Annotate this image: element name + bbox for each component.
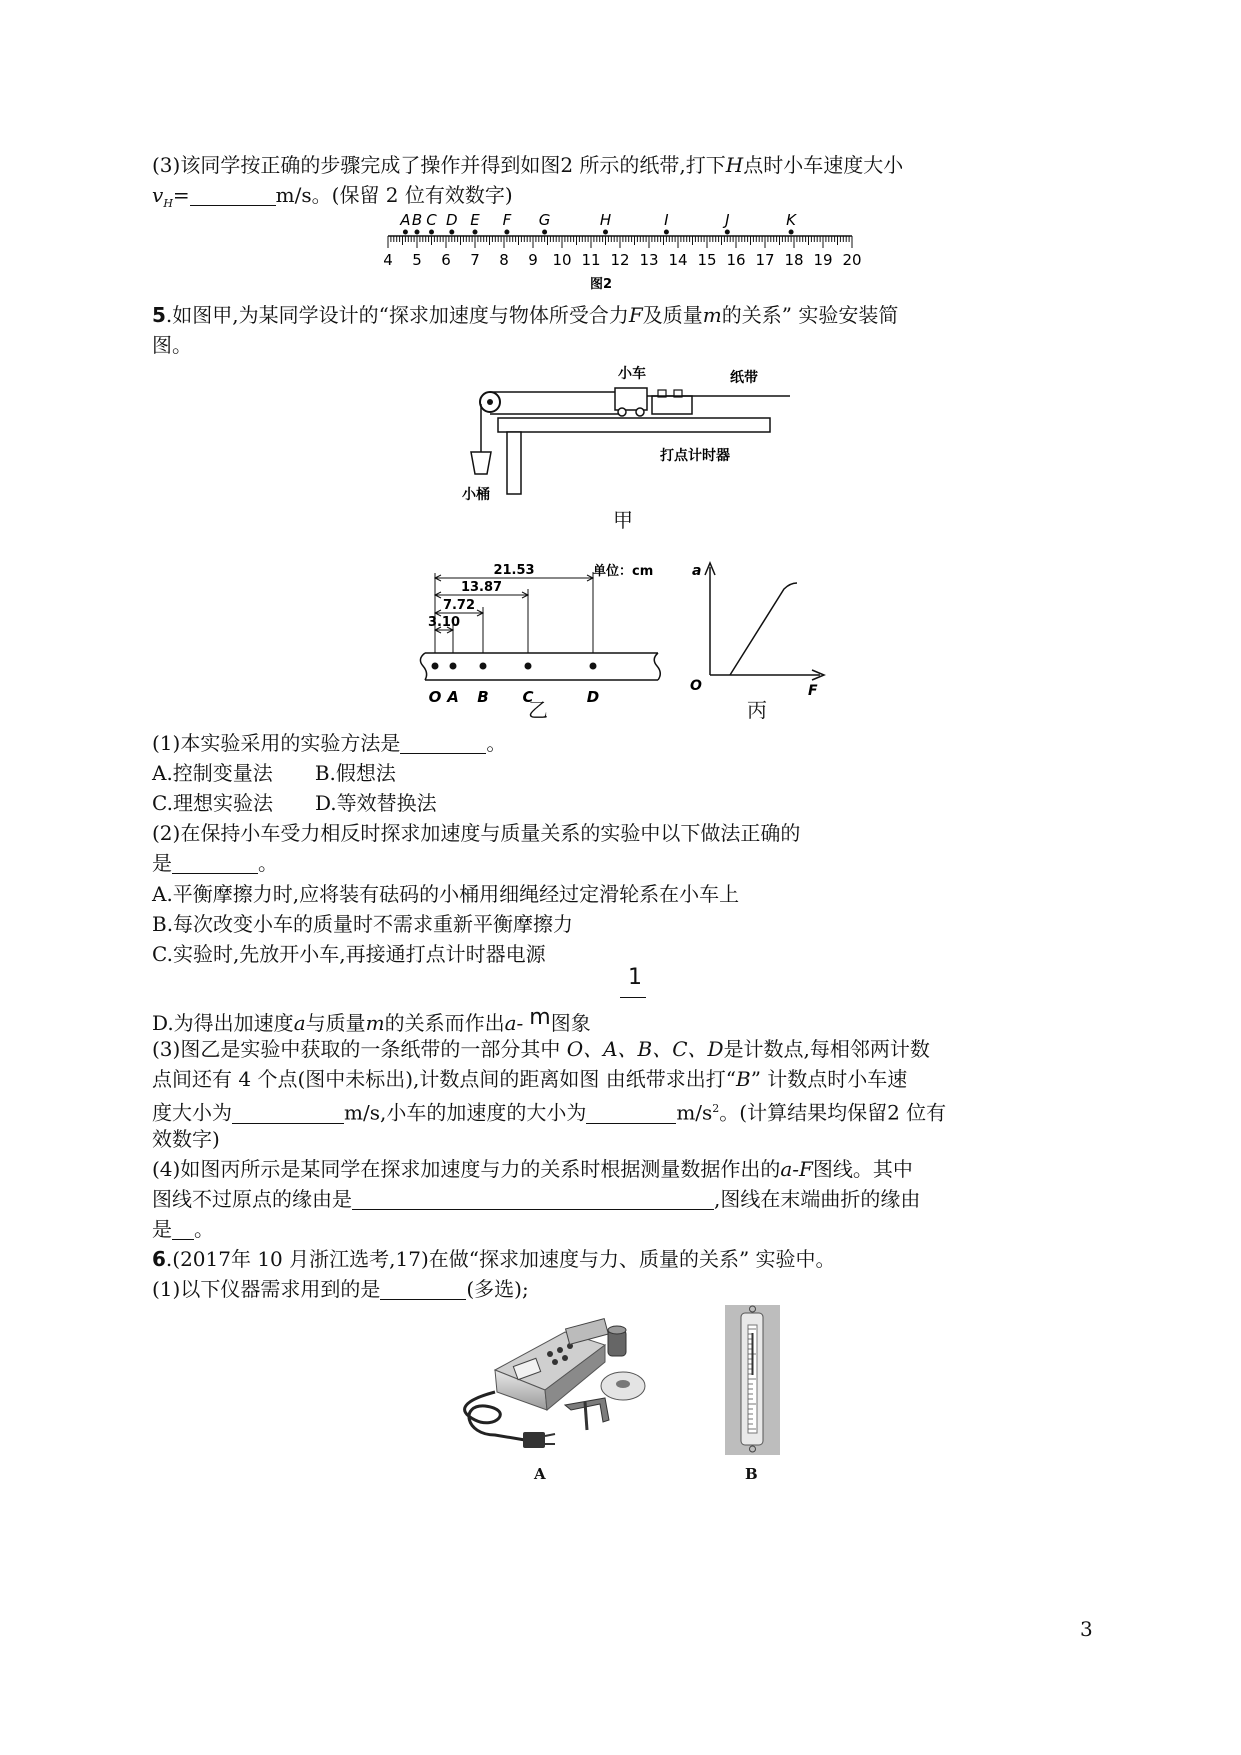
q4-part3-line2: $v_H= m/s$。(保留 2 位有效数字) xyxy=(152,183,513,210)
tape-dot xyxy=(789,230,794,235)
graph-figure-bing xyxy=(690,555,840,715)
tape-point-label: O xyxy=(428,688,442,706)
ruler-letter: F xyxy=(502,211,512,229)
tape-point-dot xyxy=(525,663,532,670)
axis-F: F xyxy=(808,683,818,699)
dimension-label: 3.10 xyxy=(427,615,461,630)
tape-dot xyxy=(603,230,608,235)
axis-a: a xyxy=(692,563,702,579)
label-photo-b: B xyxy=(745,1465,758,1483)
q5-part3-line4: 效数字) xyxy=(152,1127,220,1151)
answer-blank-q5-1[interactable] xyxy=(400,731,486,754)
q5-part2-option-c: C.实验时,先放开小车,再接通打点计时器电源 xyxy=(152,942,546,966)
ruler-letter: J xyxy=(725,211,730,229)
tape-points xyxy=(429,663,600,707)
ruler-number: 16 xyxy=(726,251,746,269)
q5-part3-line1: (3)图乙是实验中获取的一条纸带的一部分其中 O、A、B、C、D是计数点,每相邻两计数 xyxy=(152,1037,930,1061)
tape-point-label: C xyxy=(522,688,534,706)
answer-blank-q5-2[interactable] xyxy=(172,851,258,874)
q5-part2-line2: 是 。 xyxy=(152,851,278,875)
q5-part2-option-a: A.平衡摩擦力时,应将装有砝码的小桶用细绳经过定滑轮系在小车上 xyxy=(152,882,740,906)
unit-label: 单位：cm xyxy=(593,564,654,579)
q5-part2-option-d: D.为得出加速度a与质量m的关系而作出a- m图象 xyxy=(152,1005,591,1035)
label-tape: 纸带 xyxy=(730,370,758,386)
q5-part3-line2: 点间还有 4 个点(图中未标出),计数点间的距离如图 由纸带求出打“B” 计数点时小车速 xyxy=(152,1067,908,1091)
a-F-line xyxy=(730,583,797,675)
q6-intro: 6.(2017年 10 月浙江选考,17)在做“探求加速度与力、质量的关系” 实验中。 xyxy=(152,1247,836,1271)
answer-blank-origin[interactable] xyxy=(352,1187,714,1210)
ruler-dots xyxy=(403,230,794,235)
tape-dot xyxy=(429,230,434,235)
ruler-letter: D xyxy=(446,211,458,229)
ruler-number: 20 xyxy=(842,251,862,269)
ruler-letter: A xyxy=(400,211,411,229)
label-car: 小车 xyxy=(618,366,646,382)
answer-blank-q6-1[interactable] xyxy=(380,1277,466,1300)
q5-part3-line3: 度大小为 m/s,小车的加速度的大小为 $m/s^2$。(计算结果均保留2 位有 xyxy=(152,1100,947,1125)
tape-dot xyxy=(664,230,669,235)
tape-point-dot xyxy=(432,663,439,670)
tape-point-dot xyxy=(480,663,487,670)
q5-part1-options-cd: C.理想实验法 D.等效替换法 xyxy=(152,791,437,815)
timer-icon xyxy=(652,396,692,414)
tape-point-label: B xyxy=(477,688,489,706)
ruler-tape-figure xyxy=(380,205,860,295)
ruler-number: 14 xyxy=(668,251,688,269)
ruler-number: 9 xyxy=(528,251,538,269)
caption-yi: 乙 xyxy=(528,698,548,722)
fraction-numerator: 1 xyxy=(628,965,642,990)
q5-part4-line3: 是 。 xyxy=(152,1217,214,1241)
tape-point-dot xyxy=(590,663,597,670)
ruler-number: 6 xyxy=(441,251,451,269)
q6-part1: (1)以下仪器需求用到的是 (多选); xyxy=(152,1277,529,1301)
ruler-number: 7 xyxy=(470,251,480,269)
tape-figure-yi xyxy=(415,555,665,715)
q4-part3-line1: (3)该同学按正确的步骤完成了操作并得到如图2 所示的纸带,打下H点时小车速度大小 xyxy=(152,153,904,177)
tape-point-label: D xyxy=(586,688,600,706)
ruler-number: 4 xyxy=(383,251,393,269)
tape-dot xyxy=(504,230,509,235)
answer-blank-accel[interactable] xyxy=(586,1101,676,1124)
dimension-label: 21.53 xyxy=(493,563,535,578)
photo-b-spring-scale xyxy=(725,1305,780,1455)
tape-dot xyxy=(449,230,454,235)
photo-a-timer-apparatus xyxy=(455,1310,655,1460)
fraction-bar xyxy=(620,997,646,998)
ruler-number: 12 xyxy=(610,251,630,269)
ruler-number: 17 xyxy=(755,251,775,269)
tape-dot xyxy=(403,230,408,235)
car-icon xyxy=(615,388,647,410)
q5-part1-options-ab: A.控制变量法 B.假想法 xyxy=(152,761,396,785)
tape-point-label: A xyxy=(447,688,459,706)
caption-bing: 丙 xyxy=(747,698,767,722)
q5-intro-line2: 图。 xyxy=(152,333,192,357)
origin-O: O xyxy=(690,678,702,694)
ruler-number: 11 xyxy=(581,251,601,269)
ruler-number: 8 xyxy=(499,251,509,269)
ruler-number: 5 xyxy=(412,251,422,269)
ruler-letter: I xyxy=(664,211,669,229)
ruler-letter: B xyxy=(411,211,423,229)
page-number: 3 xyxy=(1080,1617,1093,1641)
ruler-number: 18 xyxy=(784,251,804,269)
ruler-letter: E xyxy=(470,211,480,229)
tape-dot xyxy=(415,230,420,235)
ruler-ticks xyxy=(388,236,852,248)
ruler-letter: G xyxy=(538,211,551,229)
ruler-letter: K xyxy=(786,211,797,229)
ruler-number: 19 xyxy=(813,251,833,269)
bucket-icon xyxy=(471,452,491,474)
answer-blank-vB[interactable] xyxy=(232,1101,344,1124)
tape-dot xyxy=(725,230,730,235)
ruler-number: 15 xyxy=(697,251,717,269)
tape-point-dot xyxy=(450,663,457,670)
answer-blank-bend[interactable] xyxy=(172,1217,194,1240)
answer-blank-vH[interactable] xyxy=(190,183,276,206)
tape-dot xyxy=(473,230,478,235)
ruler-letter: H xyxy=(599,211,612,229)
q5-part1: (1)本实验采用的实验方法是 。 xyxy=(152,731,507,755)
label-bucket: 小桶 xyxy=(462,487,490,503)
q5-part4-line1: (4)如图丙所示是某同学在探求加速度与力的关系时根据测量数据作出的a-F图线。其中 xyxy=(152,1157,913,1181)
fig2-label: 图2 xyxy=(590,277,613,292)
q5-part4-line2: 图线不过原点的缘由是 ,图线在末端曲折的缘由 xyxy=(152,1187,921,1211)
ruler-number: 10 xyxy=(552,251,572,269)
tape-dot xyxy=(542,230,547,235)
dimension-label: 13.87 xyxy=(460,580,503,595)
dimension-lines xyxy=(428,563,593,653)
label-timer: 打点计时器 xyxy=(660,448,730,464)
caption-jia: 甲 xyxy=(613,508,633,532)
q5-intro-line1: 5.如图甲,为某同学设计的“探求加速度与物体所受合力F及质量m的关系” 实验安装简 xyxy=(152,303,899,327)
label-photo-a: A xyxy=(534,1465,546,1483)
ruler-letter: C xyxy=(426,211,437,229)
dimension-label: 7.72 xyxy=(442,598,476,613)
ruler-letters xyxy=(399,211,797,229)
q5-part2-line1: (2)在保持小车受力相反时探求加速度与质量关系的实验中以下做法正确的 xyxy=(152,821,801,845)
fraction-denominator: m xyxy=(529,1005,551,1030)
ruler-number: 13 xyxy=(639,251,659,269)
q5-part2-option-b: B.每次改变小车的质量时不需求重新平衡摩擦力 xyxy=(152,912,574,936)
ruler-numbers xyxy=(383,251,861,269)
